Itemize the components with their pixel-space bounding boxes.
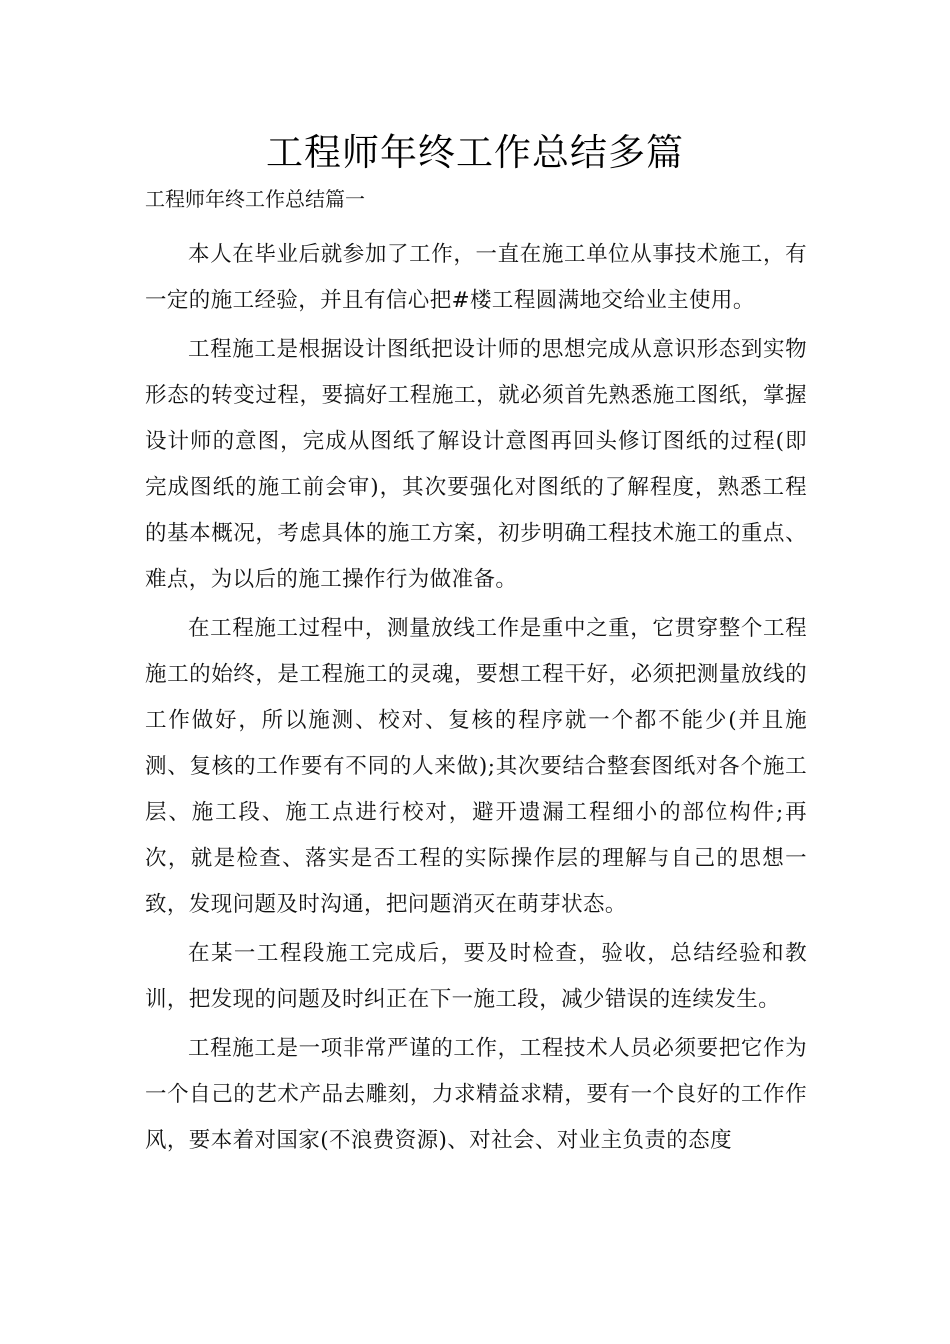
section-heading: 工程师年终工作总结篇一 <box>145 187 365 211</box>
paragraph: 工程施工是一项非常严谨的工作，工程技术人员必须要把它作为一个自己的艺术产品去雕刻，力求精益求精，要有一个良好的工作作风，要本着对国家(不浪费资源)、对社会、对业主负责的态度 <box>145 1036 807 1153</box>
paragraph: 在工程施工过程中，测量放线工作是重中之重，它贯穿整个工程施工的始终，是工程施工的灵魂，要想工程干好，必须把测量放线的工作做好，所以施测、校对、复核的程序就一个都不能少(并且施测、复核的工作要有不同的人来做);其次要结合整套图纸对各个施工层、施工段、施工点进行校对，避开遗漏工程细小的部位构件;再次，就是检查、落实是否工程的实际操作层的理解与自己的思想一致，发现问题及时沟通，把问题消灭在萌芽状态。 <box>145 616 807 917</box>
document-title: 工程师年终工作总结多篇 <box>266 131 684 174</box>
paragraph: 本人在毕业后就参加了工作，一直在施工单位从事技术施工，有一定的施工经验，并且有信心把#楼工程圆满地交给业主使用。 <box>145 242 807 313</box>
document-body <box>145 232 807 1167</box>
paragraph: 工程施工是根据设计图纸把设计师的思想完成从意识形态到实物形态的转变过程，要搞好工程施工，就必须首先熟悉施工图纸，掌握设计师的意图，完成从图纸了解设计意图再回头修订图纸的过程(即完成图纸的施工前会审)，其次要强化对图纸的了解程度，熟悉工程的基本概况，考虑具体的施工方案，初步明确工程技术施工的重点、难点，为以后的施工操作行为做准备。 <box>145 337 807 592</box>
paragraph: 在某一工程段施工完成后，要及时检查，验收，总结经验和教训，把发现的问题及时纠正在下一施工段，减少错误的连续发生。 <box>145 941 807 1012</box>
